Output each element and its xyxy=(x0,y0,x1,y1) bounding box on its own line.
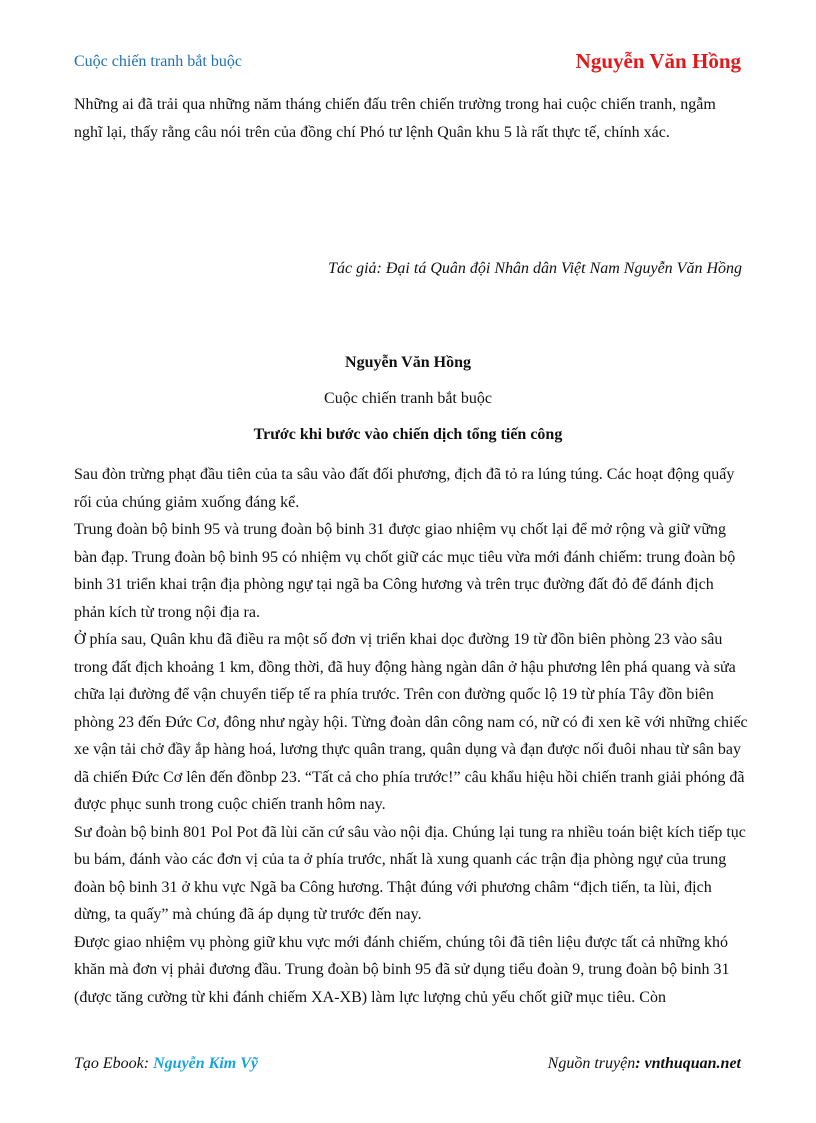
body-paragraph: Sư đoàn bộ binh 801 Pol Pot đã lùi căn cứ sâu vào nội địa. Chúng lại tung ra nhiều toán biệt kích tiếp tục bu bám, đánh vào các đơn vị của ta ở phía trước, nhất là xung quanh các trận địa phòng ngự của trung đoàn bộ binh 31 ở khu vực Ngã ba Công hương. Thật đúng với phương châm “địch tiến, ta lùi, địch dừng, ta quấy” mà chúng đã áp dụng từ trước đến nay. xyxy=(74,823,746,923)
body-paragraph: Được giao nhiệm vụ phòng giữ khu vực mới đánh chiếm, chúng tôi đã tiên liệu được tất cả những khó khăn mà đơn vị phải đương đầu. Trung đoàn bộ binh 95 đã sử dụng tiểu đoàn 9, trung đoàn bộ binh 31 (được tăng cường từ khi đánh chiếm XA-XB) làm lực lượng chủ yếu chốt giữ mục tiêu. Còn xyxy=(74,933,730,1006)
footer-ebook-label: Tạo Ebook xyxy=(74,1055,144,1072)
header-book-title: Cuộc chiến tranh bắt buộc xyxy=(74,53,242,70)
body-text xyxy=(74,461,748,1011)
footer-ebook-separator: : xyxy=(143,1055,154,1072)
chapter-title: Trước khi bước vào chiến dịch tổng tiến công xyxy=(253,426,563,443)
footer-ebook-name: Nguyễn Kim Vỹ xyxy=(153,1055,258,1072)
footer-ebook-credit xyxy=(74,1055,258,1073)
footer-source-site: vnthuquan.net xyxy=(644,1055,741,1072)
body-paragraph: Sau đòn trừng phạt đầu tiên của ta sâu vào đất đối phương, địch đã tỏ ra lúng túng. Các hoạt động quấy rối của chúng giảm xuống đáng kể. xyxy=(74,466,735,511)
footer-source-label: Nguồn truyện xyxy=(547,1055,636,1072)
title-book: Cuộc chiến tranh bắt buộc xyxy=(324,390,492,407)
footer-source xyxy=(548,1055,741,1073)
intro-paragraph: Những ai đã trải qua những năm tháng chiến đấu trên chiến trường trong hai cuộc chiến tranh, ngẫm nghĩ lại, thấy rằng câu nói trên của đồng chí Phó tư lệnh Quân khu 5 là rất thực tế, chính xác. xyxy=(74,96,716,141)
body-paragraph: Trung đoàn bộ binh 95 và trung đoàn bộ binh 31 được giao nhiệm vụ chốt lại để mở rộng và giữ vững bàn đạp. Trung đoàn bộ binh 95 có nhiệm vụ chốt giữ các mục tiêu vừa mới đánh chiếm: trung đoàn bộ binh 31 triển khai trận địa phòng ngự tại ngã ba Công hương và trên trục đường đất đỏ để đánh địch phản kích từ trong nội địa ra. xyxy=(74,521,736,621)
header-author-name: Nguyễn Văn Hồng xyxy=(575,49,741,73)
footer-source-separator: : xyxy=(635,1055,645,1072)
author-credit: Tác giả: Đại tá Quân đội Nhân dân Việt Nam Nguyễn Văn Hồng xyxy=(328,260,742,277)
title-author: Nguyễn Văn Hồng xyxy=(345,354,471,371)
body-paragraph: Ở phía sau, Quân khu đã điều ra một số đơn vị triển khai dọc đường 19 từ đồn biên phòng 23 vào sâu trong đất địch khoảng 1 km, đồng thời, đã huy động hàng ngàn dân ở hậu phương lên phá quang và sửa chữa lại đường để vận chuyển tiếp tế ra phía trước. Trên con đường quốc lộ 19 từ phía Tây đồn biên phòng 23 đến Đức Cơ, đông như ngày hội. Từng đoàn dân công nam có, nữ có đi xen kẽ với những chiếc xe vận tải chở đầy ắp hàng hoá, lương thực quân trang, quân dụng và đạn được nối đuôi nhau từ sân bay dã chiến Đức Cơ lên đến đồnbp 23. “Tất cả cho phía trước!” câu khẩu hiệu hồi chiến tranh giải phóng đã được phục sunh trong cuộc chiến tranh hôm nay. xyxy=(74,631,748,813)
